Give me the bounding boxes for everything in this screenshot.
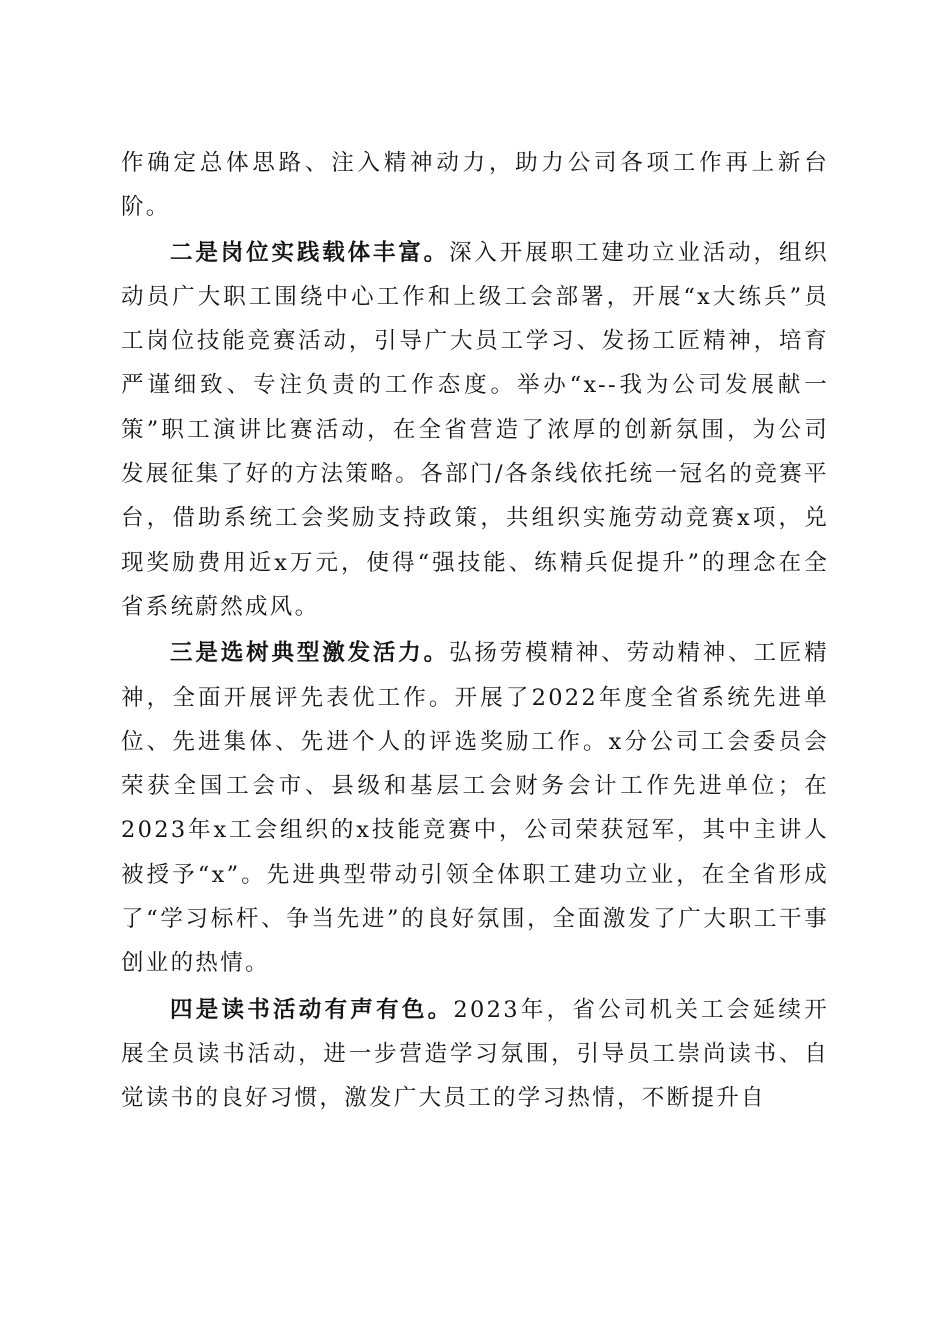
paragraph-reading-activity: [121, 988, 829, 1121]
paragraph-text: 弘扬劳模精神、劳动精神、工匠精神，全面开展评先表优工作。开展了2022年度全省系统先进单位、先进集体、先进个人的评选奖励工作。x分公司工会委员会荣获全国工会市、县级和基层工会财务会计工作先进单位；在2023年x工会组织的x技能竞赛中，公司荣获冠军，其中主讲人被授予“x”。先进典型带动引领全体职工建功立业，在全省形成了“学习标杆、争当先进”的良好氛围，全面激发了广大职工干事创业的热情。: [121, 640, 829, 977]
paragraph-heading: 四是读书活动有声有色。: [170, 996, 454, 1023]
paragraph-role-models: [121, 631, 829, 985]
paragraph-heading: 二是岗位实践载体丰富。: [170, 239, 450, 266]
paragraph-continuation: [121, 141, 829, 230]
paragraph-text: 作确定总体思路、注入精神动力，助力公司各项工作再上新台阶。: [121, 150, 829, 221]
paragraph-text: 2023年，省公司机关工会延续开展全员读书活动，进一步营造学习氛围，引导员工崇尚读书、自觉读书的良好习惯，激发广大员工的学习热情，不断提升自: [121, 996, 829, 1112]
paragraph-job-practice: [121, 231, 829, 630]
document-body: [121, 141, 829, 1121]
paragraph-text: 深入开展职工建功立业活动，组织动员广大职工围绕中心工作和上级工会部署，开展“x大练兵”员工岗位技能竞赛活动，引导广大员工学习、发扬工匠精神，培育严谨细致、专注负责的工作态度。举办“x--我为公司发展献一策”职工演讲比赛活动，在全省营造了浓厚的创新氛围，为公司发展征集了好的方法策略。各部门/各条线依托统一冠名的竞赛平台，借助系统工会奖励支持政策，共组织实施劳动竞赛x项，兑现奖励费用近x万元，使得“强技能、练精兵促提升”的理念在全省系统蔚然成风。: [121, 239, 829, 620]
paragraph-heading: 三是选树典型激发活力。: [170, 640, 450, 667]
